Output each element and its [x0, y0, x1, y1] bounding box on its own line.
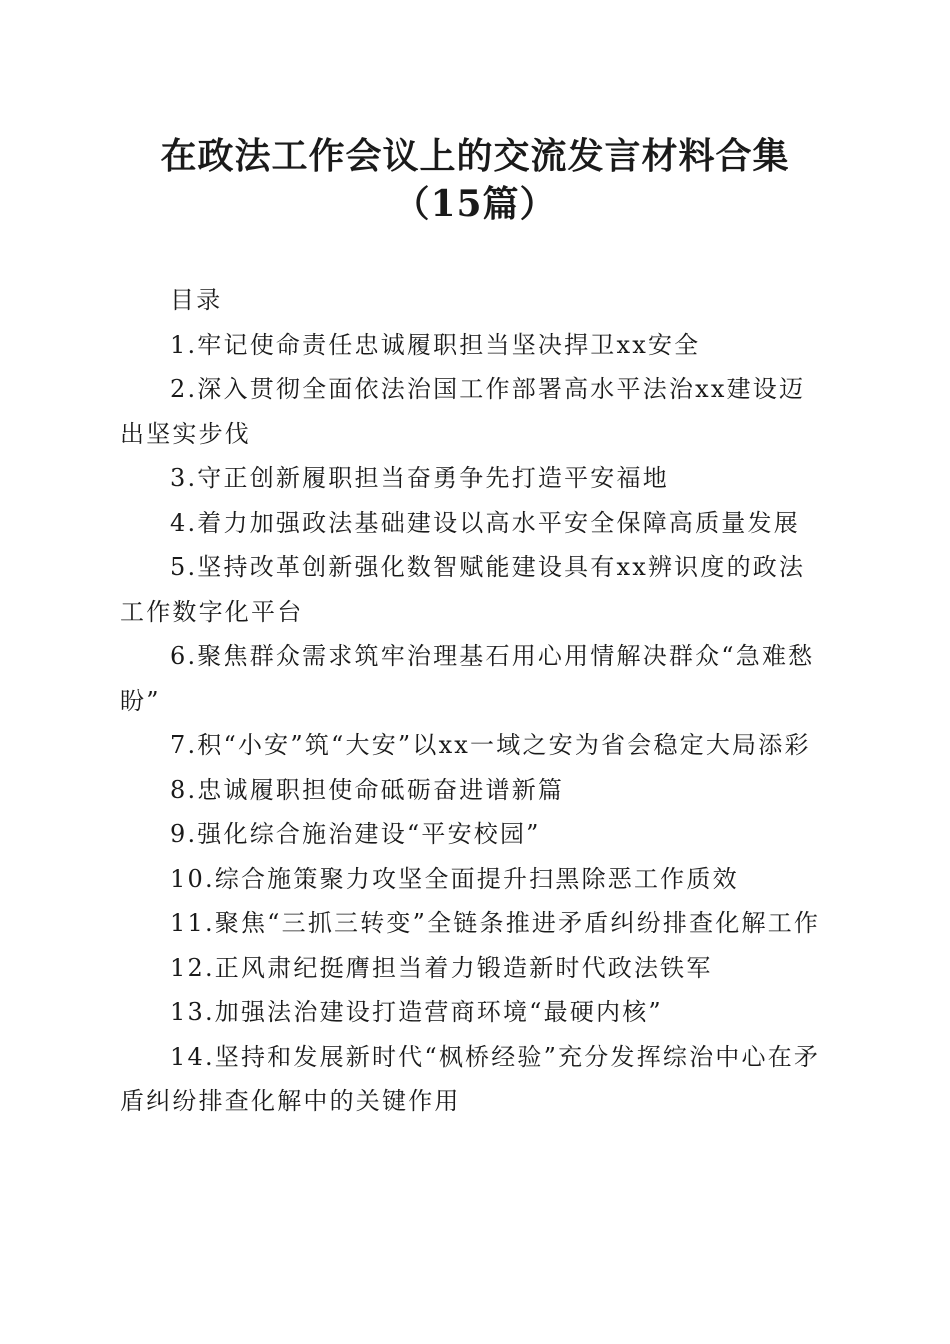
toc-item: 3.守正创新履职担当奋勇争先打造平安福地	[170, 464, 669, 492]
toc-item: 5.坚持改革创新强化数智赋能建设具有xx辨识度的政法工作数字化平台	[120, 553, 806, 626]
table-of-contents	[120, 278, 826, 1124]
toc-item: 14.坚持和发展新时代“枫桥经验”充分发挥综治中心在矛盾纠纷排查化解中的关键作用	[120, 1042, 821, 1115]
toc-item: 11.聚焦“三抓三转变”全链条推进矛盾纠纷排查化解工作	[170, 909, 821, 937]
toc-item: 1.牢记使命责任忠诚履职担当坚决捍卫xx安全	[170, 330, 701, 359]
toc-item: 7.积“小安”筑“大安”以xx一域之安为省会稳定大局添彩	[170, 731, 811, 759]
document-title: 在政法工作会议上的交流发言材料合集（15篇）	[160, 135, 790, 225]
toc-item: 2.深入贯彻全面依法治国工作部署高水平法治xx建设迈出坚实步伐	[120, 375, 806, 448]
toc-item: 13.加强法治建设打造营商环境“最硬内核”	[170, 998, 663, 1026]
toc-item: 8.忠诚履职担使命砥砺奋进谱新篇	[170, 775, 565, 804]
toc-item: 6.聚焦群众需求筑牢治理基石用心用情解决群众“急难愁盼”	[120, 642, 815, 715]
toc-heading: 目录	[170, 286, 223, 314]
toc-item: 10.综合施策聚力攻坚全面提升扫黑除恶工作质效	[170, 864, 739, 893]
toc-item: 9.强化综合施治建设“平安校园”	[170, 820, 541, 848]
toc-item: 4.着力加强政法基础建设以高水平安全保障高质量发展	[170, 508, 800, 537]
toc-item: 12.正风肃纪挺膺担当着力锻造新时代政法铁军	[170, 953, 713, 982]
